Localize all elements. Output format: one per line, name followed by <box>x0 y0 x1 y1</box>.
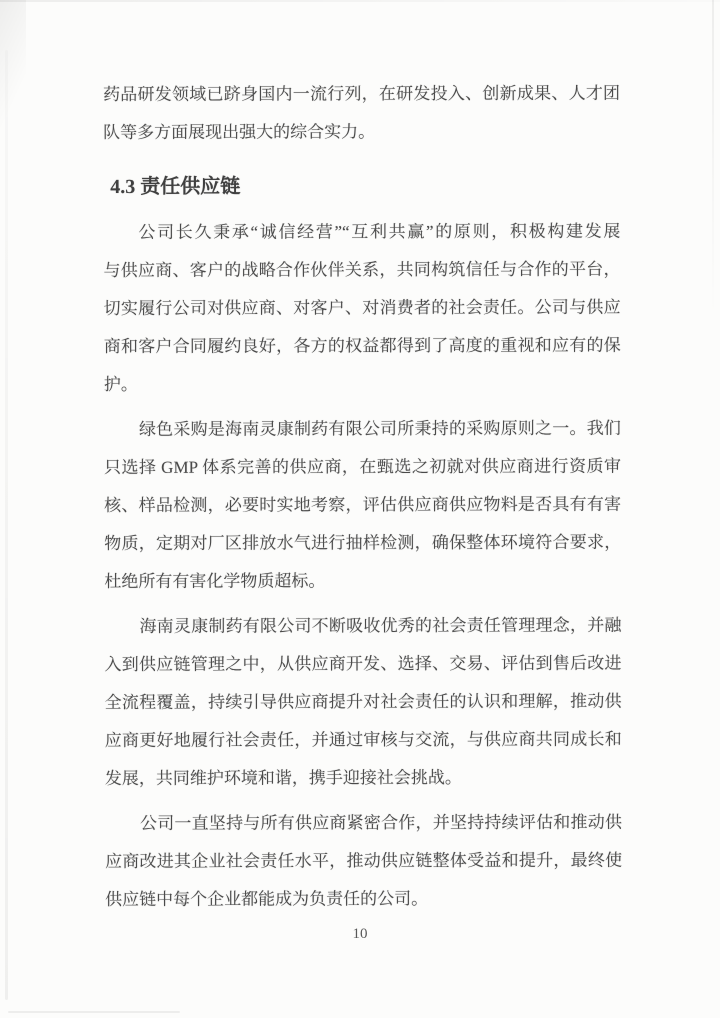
paragraph-line: 应商改进其企业社会责任水平，推动供应链整体受益和提升，最终使 <box>105 850 623 871</box>
paragraph-line: 入到供应链管理之中，从供应商开发、选择、交易、评估到售后改进 <box>104 653 622 674</box>
scan-artifact-left-edge <box>5 50 8 1000</box>
paragraph-line: 供应链中每个企业都能成为负责任的公司。 <box>105 889 429 909</box>
page-number: 10 <box>352 926 368 942</box>
paragraph-line: 药品研发领域已跻身国内一流行列，在研发投入、创新成果、人才团 <box>103 83 621 104</box>
scan-artifact-top-edge <box>0 0 720 2</box>
paragraph-line: 公司一直坚持与所有供应商紧密合作，并坚持持续评估和推动供 <box>139 812 622 833</box>
paragraph-csr-management <box>104 607 621 798</box>
scan-artifact-bottom-edge <box>8 1011 180 1013</box>
paragraph-intro-continuation <box>103 75 620 152</box>
paragraph-line: 队等多方面展现出强大的综合实力。 <box>103 122 376 142</box>
paragraph-line: 护。 <box>103 374 138 394</box>
paragraph-principles <box>103 213 620 404</box>
paragraph-line: 应商更好地履行社会责任，并通过审核与交流，与供应商共同成长和 <box>104 729 622 750</box>
paragraph-line: 只选择 GMP 体系完善的供应商，在甄选之初就对供应商进行资质审 <box>104 456 622 477</box>
paragraph-line: 核、样品检测，必要时实地考察，评估供应商供应物料是否具有有害 <box>104 494 622 515</box>
paragraph-line: 商和客户合同履约良好，各方的权益都得到了高度的重视和应有的保 <box>103 335 621 356</box>
paragraph-line: 海南灵康制药有限公司不断吸收优秀的社会责任管理理念，并融 <box>139 615 622 636</box>
paragraph-supplier-cooperation <box>105 804 622 919</box>
paragraph-line: 公司长久秉承“诚信经营”“互利共赢”的原则，积极构建发展 <box>138 221 621 242</box>
paragraph-line: 绿色采购是海南灵康制药有限公司所秉持的采购原则之一。我们 <box>138 418 621 439</box>
paragraph-line: 与供应商、客户的战略合作伙伴关系，共同构筑信任与合作的平台， <box>103 259 621 280</box>
paragraph-line: 切实履行公司对供应商、对客户、对消费者的社会责任。公司与供应 <box>103 297 621 318</box>
section-heading: 4.3 责任供应链 <box>110 175 241 198</box>
scan-artifact-right-edge <box>712 0 714 320</box>
paragraph-line: 杜绝所有有害化学物质超标。 <box>104 571 326 591</box>
paragraph-line: 发展，共同维护环境和谐，携手迎接社会挑战。 <box>104 768 462 788</box>
paragraph-line: 全流程覆盖，持续引导供应商提升对社会责任的认识和理解，推动供 <box>104 691 622 712</box>
paragraph-line: 物质，定期对厂区排放水气进行抽样检测，确保整体环境符合要求， <box>104 532 622 553</box>
scan-artifact-corner <box>0 0 26 150</box>
document-body <box>103 75 622 919</box>
paragraph-green-procurement <box>104 410 621 601</box>
